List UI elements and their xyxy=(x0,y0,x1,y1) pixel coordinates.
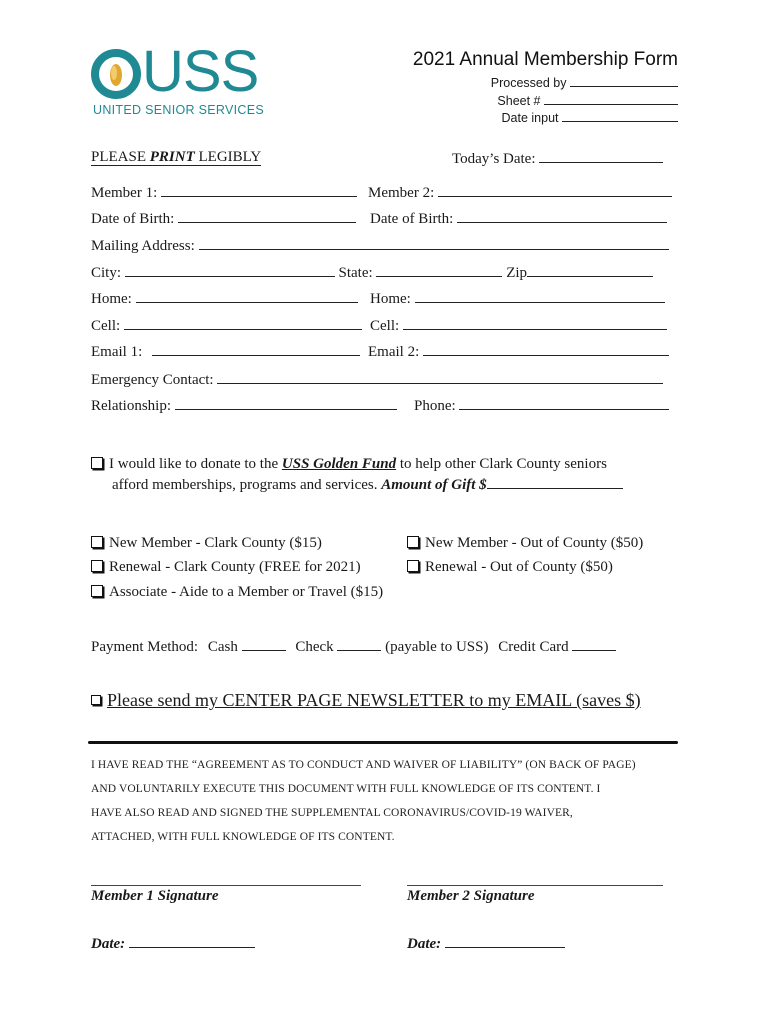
dob1-row xyxy=(91,209,356,228)
sheet-row xyxy=(497,91,678,108)
section-divider xyxy=(88,741,678,744)
state-label: State: xyxy=(338,265,373,281)
option-checkbox[interactable] xyxy=(407,536,419,548)
disclaimer: I HAVE READ THE “AGREEMENT AS TO CONDUCT AND WAIVER OF LIABILITY” (ON BACK OF PAGE) AND VOLUNTARILY EXECUTE THIS DOCUMENT WITH FULL KNOWLEDGE OF ITS CONTENT. I HAVE ALSO READ AND SIGNED THE SUPPLEMENTAL CORONAVIRUS/COVID-19 WAIVER, ATTACHED, WITH FULL KNOWLEDGE OF ITS CONTENT. xyxy=(91,759,636,843)
member2-signature-label: Member 2 Signature xyxy=(407,888,535,904)
cash-label: Cash xyxy=(207,639,238,655)
todays-date-label: Today’s Date: xyxy=(452,151,536,167)
donation-row: I would like to donate to the USS Golden Fund to help other Clark County seniors xyxy=(91,456,607,473)
date2-row xyxy=(407,934,565,953)
credit-card-label: Credit Card xyxy=(498,639,569,655)
date-input-line[interactable] xyxy=(562,108,678,122)
date2-label: Date: xyxy=(407,936,442,952)
donation-checkbox[interactable] xyxy=(91,457,103,469)
option-new-clark[interactable]: New Member - Clark County ($15) xyxy=(91,535,322,552)
golden-fund-text: USS Golden Fund xyxy=(281,456,397,472)
todays-date-row xyxy=(452,149,663,168)
city-field[interactable] xyxy=(125,263,335,277)
home2-label: Home: xyxy=(370,291,411,307)
email1-label: Email 1: xyxy=(91,344,143,360)
option-checkbox[interactable] xyxy=(91,585,103,597)
email2-row xyxy=(368,342,669,361)
dob2-field[interactable] xyxy=(457,209,667,223)
option-checkbox[interactable] xyxy=(91,560,103,572)
date-input-label: Date input xyxy=(501,111,559,125)
email1-field[interactable] xyxy=(152,342,360,356)
sheet-line[interactable] xyxy=(544,91,678,105)
newsletter-checkbox[interactable] xyxy=(91,695,101,705)
dob1-field[interactable] xyxy=(178,209,356,223)
relationship-row xyxy=(91,396,397,415)
option-associate[interactable]: Associate - Aide to a Member or Travel ($15) xyxy=(91,584,383,601)
payment-label: Payment Method: xyxy=(91,639,199,655)
dob2-row xyxy=(370,209,667,228)
option-checkbox[interactable] xyxy=(91,536,103,548)
option-new-out-county[interactable]: New Member - Out of County ($50) xyxy=(407,535,643,552)
date-input-row xyxy=(502,108,678,125)
form-title: 2021 Annual Membership Form xyxy=(412,49,678,70)
home2-field[interactable] xyxy=(415,289,665,303)
processed-by-row xyxy=(491,73,678,90)
phone-field[interactable] xyxy=(459,396,669,410)
cell1-label: Cell: xyxy=(91,318,121,334)
cell1-field[interactable] xyxy=(124,316,362,330)
donation-line2: afford memberships, programs and services. Amount of Gift $ xyxy=(112,475,623,494)
phone-label: Phone: xyxy=(414,398,456,414)
home1-row xyxy=(91,289,358,308)
city-label: City: xyxy=(91,265,122,281)
date1-row xyxy=(91,934,255,953)
check-label: Check xyxy=(295,639,334,655)
relationship-field[interactable] xyxy=(175,396,397,410)
member1-row xyxy=(91,183,357,202)
home2-row xyxy=(370,289,665,308)
zip-label: Zip xyxy=(506,265,528,281)
emergency-row xyxy=(91,370,663,389)
relationship-label: Relationship: xyxy=(91,398,171,414)
mailing-field[interactable] xyxy=(199,236,669,250)
amount-of-gift-label: Amount of Gift $ xyxy=(381,477,487,493)
newsletter-row[interactable] xyxy=(91,690,641,711)
emergency-field[interactable] xyxy=(217,370,663,384)
member2-row xyxy=(368,183,672,202)
home1-field[interactable] xyxy=(136,289,358,303)
member1-signature-label: Member 1 Signature xyxy=(91,888,219,904)
city-row xyxy=(91,263,653,282)
logo-org-name: UNITED SENIOR SERVICES xyxy=(93,103,264,117)
member2-label: Member 2: xyxy=(368,185,435,201)
cash-field[interactable] xyxy=(242,637,286,651)
cell1-row xyxy=(91,316,362,335)
option-checkbox[interactable] xyxy=(407,560,419,572)
option-renewal-out-county[interactable]: Renewal - Out of County ($50) xyxy=(407,559,613,576)
member1-label: Member 1: xyxy=(91,185,158,201)
payment-row xyxy=(91,637,616,656)
date2-field[interactable] xyxy=(445,934,565,948)
logo-mark-icon xyxy=(90,48,142,100)
dob2-label: Date of Birth: xyxy=(370,211,454,227)
home1-label: Home: xyxy=(91,291,132,307)
print-legibly: PLEASE PRINT LEGIBLY xyxy=(91,149,262,165)
state-field[interactable] xyxy=(376,263,502,277)
check-field[interactable] xyxy=(337,637,381,651)
zip-field[interactable] xyxy=(527,263,653,277)
mailing-label: Mailing Address: xyxy=(91,238,195,254)
cell2-field[interactable] xyxy=(403,316,667,330)
processed-by-label: Processed by xyxy=(490,76,567,90)
phone-row xyxy=(414,396,669,415)
member2-signature-line[interactable] xyxy=(407,885,663,886)
emergency-label: Emergency Contact: xyxy=(91,372,214,388)
uss-logo xyxy=(90,39,270,124)
payable-note: (payable to USS) xyxy=(385,639,489,655)
option-renewal-clark[interactable]: Renewal - Clark County (FREE for 2021) xyxy=(91,559,361,576)
member1-field[interactable] xyxy=(161,183,357,197)
sheet-label: Sheet # xyxy=(497,94,541,108)
credit-card-field[interactable] xyxy=(572,637,616,651)
email2-field[interactable] xyxy=(423,342,669,356)
member2-field[interactable] xyxy=(438,183,672,197)
email2-label: Email 2: xyxy=(368,344,420,360)
cell2-label: Cell: xyxy=(370,318,400,334)
date1-label: Date: xyxy=(91,936,126,952)
email1-row xyxy=(91,342,360,361)
cell2-row xyxy=(370,316,667,335)
newsletter-text: Please send my CENTER PAGE NEWSLETTER to my EMAIL (saves $) xyxy=(107,690,641,710)
dob1-label: Date of Birth: xyxy=(91,211,175,227)
processed-by-line[interactable] xyxy=(570,73,678,87)
todays-date-field[interactable] xyxy=(539,149,663,163)
date1-field[interactable] xyxy=(129,934,255,948)
member1-signature-line[interactable] xyxy=(91,885,361,886)
gift-amount-field[interactable] xyxy=(487,475,623,489)
mailing-row xyxy=(91,236,669,255)
logo-letters: USS xyxy=(142,39,259,104)
